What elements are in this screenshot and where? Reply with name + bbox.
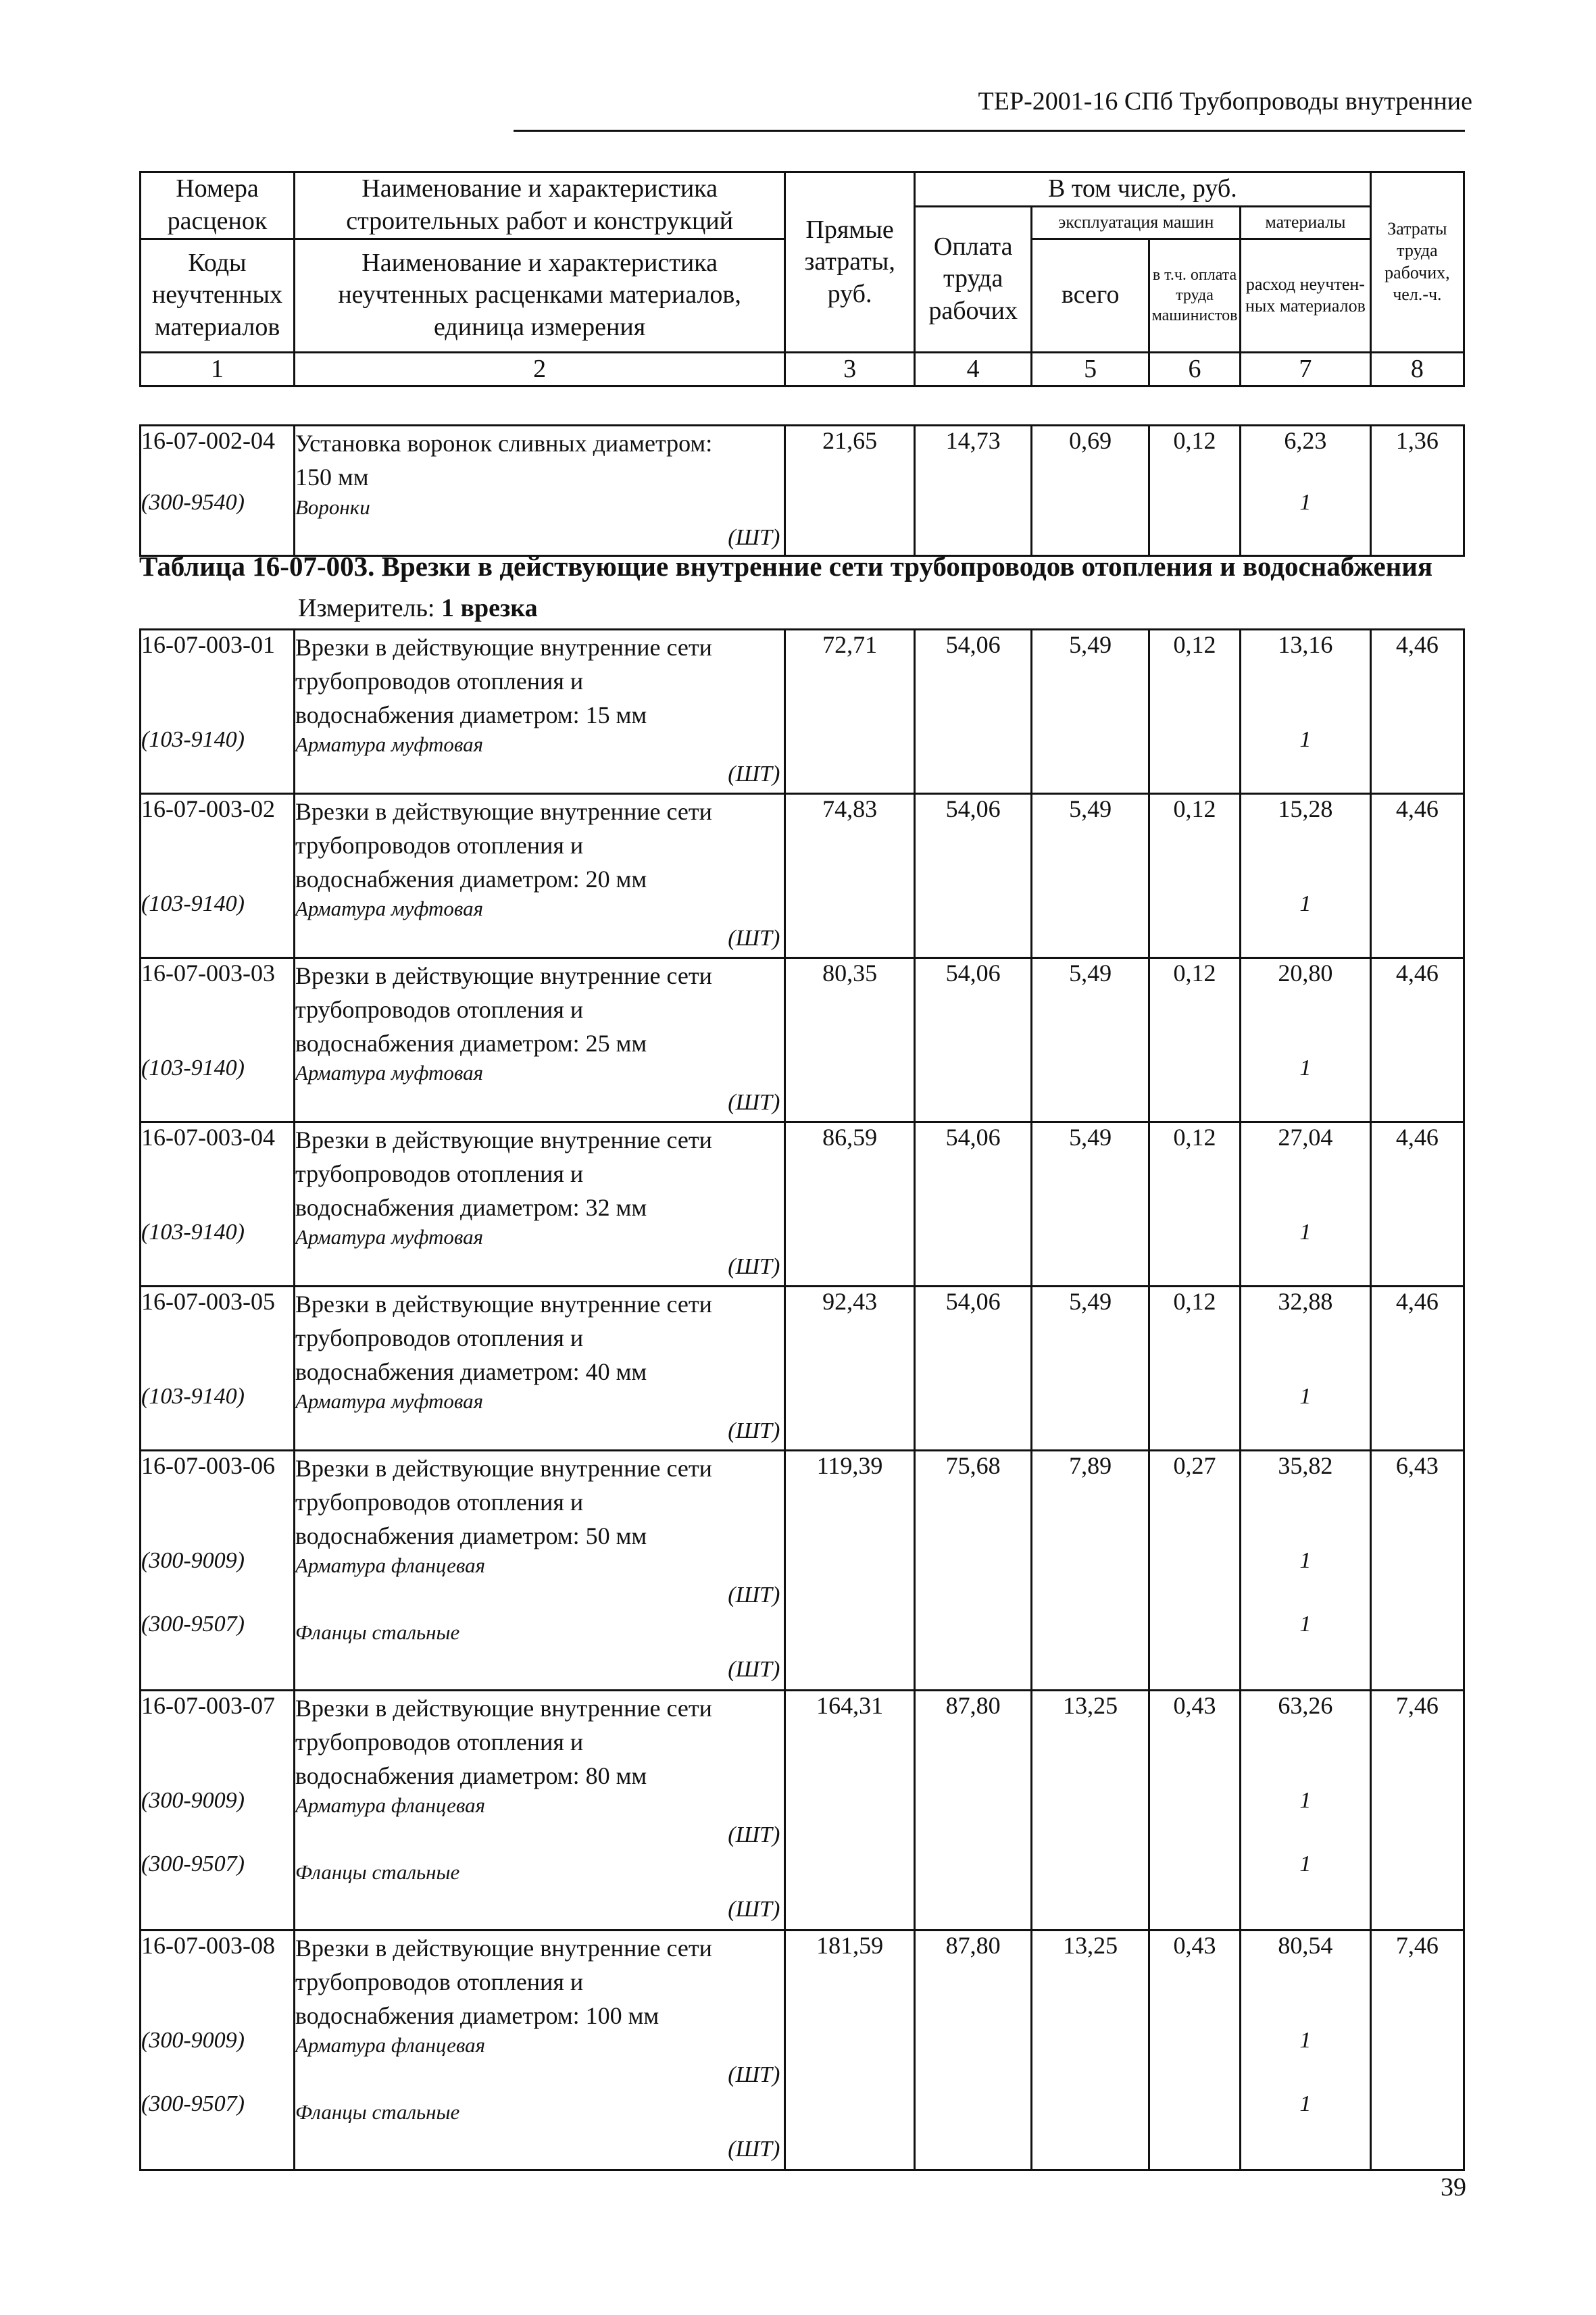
row-code: 16-07-003-03 [141,960,275,987]
materials-cell [1241,958,1371,1122]
machine-cost: 5,49 [1032,794,1149,958]
page-header: ТЕР-2001-16 СПб Трубопроводы внутренние [978,87,1472,116]
header-group: В том числе, руб. [914,172,1370,207]
machine-cost: 5,49 [1032,1122,1149,1287]
material-unit: (ШТ) [728,525,780,550]
direct-cost: 21,65 [785,426,915,556]
row-name-line: Врезки в действующие внутренние сети [295,1935,712,1962]
table-row [141,630,1464,794]
materials-cell [1241,426,1371,556]
row-code: 16-07-003-08 [141,1932,275,1959]
material-name: Фланцы стальные [295,1620,460,1644]
row-code-cell [141,630,295,794]
row-name-line: Врезки в действующие внутренние сети [295,1455,712,1482]
row-name-cell [294,958,784,1122]
row-code-cell [141,794,295,958]
material-unit: (ШТ) [728,1897,780,1922]
table-row [141,1122,1464,1287]
machine-cost: 5,49 [1032,630,1149,794]
machinist-labor-cost: 0,43 [1149,1931,1240,2170]
material-code: (300-9507) [141,1612,245,1637]
machine-cost: 13,25 [1032,1691,1149,1931]
header-number: 8 [1370,352,1464,387]
labor-cost: 54,06 [914,958,1032,1122]
header-col6: в т.ч. оплата труда машинистов [1149,239,1240,352]
materials-cell [1241,1287,1371,1451]
row-code: 16-07-003-05 [141,1288,275,1315]
row-code-cell [141,1691,295,1931]
row-code-cell [141,426,295,556]
material-code: (300-9507) [141,2091,245,2116]
material-code: (103-9140) [141,1055,245,1080]
header-number: 7 [1241,352,1371,387]
materials-cost: 27,04 [1278,1124,1333,1151]
material-name: Арматура муфтовая [295,897,484,920]
labor-cost: 75,68 [914,1451,1032,1691]
machinist-labor-cost: 0,43 [1149,1691,1240,1931]
row-name-line: Врезки в действующие внутренние сети [295,798,712,825]
labor-hours: 7,46 [1370,1691,1464,1931]
direct-cost: 164,31 [785,1691,915,1931]
table-row [141,426,1464,556]
header-machines: эксплуатация машин [1032,206,1241,239]
machine-cost: 5,49 [1032,958,1149,1122]
header-col8: Затраты труда рабочих, чел.-ч. [1370,172,1464,353]
header-table [139,171,1465,387]
labor-hours: 1,36 [1370,426,1464,556]
material-name: Воронки [295,495,370,519]
machine-cost: 0,69 [1032,426,1149,556]
materials-cell [1241,1122,1371,1287]
row-name-cell [294,1122,784,1287]
header-materials: материалы [1241,206,1371,239]
header-col2-top: Наименование и характеристика строительных работ и конструкций [294,172,784,239]
row-code: 16-07-003-01 [141,631,275,658]
labor-hours: 4,46 [1370,1122,1464,1287]
table-row [141,1691,1464,1931]
row-name-line: водоснабжения диаметром: 20 мм [295,866,647,893]
header-col1-bottom: Коды неучтенных материалов [141,239,295,352]
labor-cost: 54,06 [914,1287,1032,1451]
machinist-labor-cost: 0,12 [1149,1287,1240,1451]
row-name-line: водоснабжения диаметром: 80 мм [295,1762,647,1789]
material-code: (103-9140) [141,727,245,752]
material-name: Арматура фланцевая [295,2033,486,2057]
row-name-line: Установка воронок сливных диаметром: [295,430,713,457]
header-number: 6 [1149,352,1240,387]
materials-cost: 63,26 [1278,1692,1333,1719]
direct-cost: 181,59 [785,1931,915,2170]
main-table [139,628,1465,2171]
header-number: 3 [785,352,915,387]
material-qty: 1 [1299,490,1312,515]
header-col4: Оплата труда рабочих [914,206,1032,352]
direct-cost: 72,71 [785,630,915,794]
row-name-cell [294,630,784,794]
machine-cost: 7,89 [1032,1451,1149,1691]
row-code-cell [141,958,295,1122]
material-qty: 1 [1299,1851,1312,1876]
materials-cost: 80,54 [1278,1932,1333,1959]
materials-cell [1241,630,1371,794]
table-row [141,958,1464,1122]
direct-cost: 86,59 [785,1122,915,1287]
labor-cost: 14,73 [914,426,1032,556]
material-name: Арматура фланцевая [295,1553,486,1577]
material-name: Арматура муфтовая [295,1061,484,1085]
row-name-line: трубопроводов отопления и [295,1324,584,1351]
material-code: (300-9009) [141,2028,245,2053]
material-code: (103-9140) [141,891,245,916]
header-number: 2 [294,352,784,387]
row-name-line: водоснабжения диаметром: 15 мм [295,701,647,728]
machinist-labor-cost: 0,12 [1149,426,1240,556]
row-name-line: трубопроводов отопления и [295,996,584,1023]
row-name-line: трубопроводов отопления и [295,668,584,695]
material-unit: (ШТ) [728,926,780,951]
labor-hours: 4,46 [1370,958,1464,1122]
row-name-line: трубопроводов отопления и [295,832,584,859]
row-name-line: трубопроводов отопления и [295,1489,584,1516]
table-row [141,1931,1464,2170]
row-code: 16-07-002-04 [141,427,275,454]
material-qty: 1 [1299,1055,1312,1080]
material-unit: (ШТ) [728,1254,780,1279]
machinist-labor-cost: 0,12 [1149,1122,1240,1287]
header-col7: расход неучтен-ных материалов [1241,239,1371,352]
page-number: 39 [1441,2173,1466,2201]
material-qty: 1 [1299,1548,1312,1573]
material-unit: (ШТ) [728,1090,780,1115]
row-name-line: 150 мм [295,464,369,491]
header-number: 5 [1032,352,1149,387]
material-unit: (ШТ) [728,1822,780,1847]
row-code-cell [141,1451,295,1691]
labor-cost: 87,80 [914,1691,1032,1931]
materials-cost: 13,16 [1278,631,1333,658]
table-title: Таблица 16-07-003. Врезки в действующие внутренние сети трубопроводов отопления и водоснабжения [139,551,1433,582]
material-code: (103-9140) [141,1220,245,1245]
direct-cost: 119,39 [785,1451,915,1691]
material-unit: (ШТ) [728,2062,780,2087]
material-qty: 1 [1299,1612,1312,1637]
labor-hours: 4,46 [1370,630,1464,794]
material-unit: (ШТ) [728,1583,780,1608]
material-qty: 1 [1299,891,1312,916]
material-code: (300-9507) [141,1851,245,1876]
material-qty: 1 [1299,1220,1312,1245]
header-col3: Прямые затраты, руб. [785,172,915,353]
material-name: Арматура фланцевая [295,1793,486,1817]
row-name-line: трубопроводов отопления и [295,1728,584,1756]
row-name-cell [294,794,784,958]
header-col5: всего [1032,239,1149,352]
material-unit: (ШТ) [728,1418,780,1443]
material-qty: 1 [1299,1788,1312,1813]
machinist-labor-cost: 0,27 [1149,1451,1240,1691]
row-name-line: водоснабжения диаметром: 40 мм [295,1358,647,1385]
material-qty: 1 [1299,2028,1312,2053]
material-unit: (ШТ) [728,2137,780,2162]
row-code: 16-07-003-02 [141,795,275,822]
labor-cost: 54,06 [914,630,1032,794]
row-code: 16-07-003-06 [141,1452,275,1479]
labor-cost: 54,06 [914,1122,1032,1287]
material-qty: 1 [1299,727,1312,752]
machinist-labor-cost: 0,12 [1149,794,1240,958]
labor-cost: 54,06 [914,794,1032,958]
material-name: Арматура муфтовая [295,732,484,756]
material-name: Арматура муфтовая [295,1225,484,1249]
labor-hours: 4,46 [1370,794,1464,958]
material-name: Арматура муфтовая [295,1389,484,1413]
row-name-line: трубопроводов отопления и [295,1968,584,1995]
materials-cost: 35,82 [1278,1452,1333,1479]
material-name: Фланцы стальные [295,1860,460,1884]
row-name-line: водоснабжения диаметром: 25 мм [295,1030,647,1057]
materials-cost: 20,80 [1278,960,1333,987]
materials-cell [1241,794,1371,958]
measure-label: Измеритель: [298,594,435,622]
labor-cost: 87,80 [914,1931,1032,2170]
material-name: Фланцы стальные [295,2100,460,2124]
row-code-cell [141,1931,295,2170]
row-name-cell [294,1691,784,1931]
labor-hours: 6,43 [1370,1451,1464,1691]
row-name-cell [294,426,784,556]
table-row [141,794,1464,958]
materials-cost: 6,23 [1284,427,1327,454]
material-code: (300-9009) [141,1788,245,1813]
row-name-line: Врезки в действующие внутренние сети [295,1695,712,1722]
header-number: 4 [914,352,1032,387]
row-name-line: Врезки в действующие внутренние сети [295,1126,712,1153]
direct-cost: 80,35 [785,958,915,1122]
materials-cost: 32,88 [1278,1288,1333,1315]
row-code-cell [141,1287,295,1451]
row-code: 16-07-003-04 [141,1124,275,1151]
measure-line [298,593,538,623]
materials-cell [1241,1931,1371,2170]
material-qty: 1 [1299,2091,1312,2116]
material-unit: (ШТ) [728,1657,780,1682]
row-name-line: водоснабжения диаметром: 50 мм [295,1522,647,1549]
row-name-line: Врезки в действующие внутренние сети [295,962,712,989]
header-rule [514,130,1465,132]
row-name-cell [294,1931,784,2170]
prev-table [139,424,1465,557]
machine-cost: 13,25 [1032,1931,1149,2170]
row-name-line: водоснабжения диаметром: 32 мм [295,1194,647,1221]
row-name-line: водоснабжения диаметром: 100 мм [295,2002,659,2029]
table-row [141,1287,1464,1451]
row-name-line: трубопроводов отопления и [295,1160,584,1187]
material-unit: (ШТ) [728,762,780,787]
materials-cell [1241,1691,1371,1931]
table-row [141,1451,1464,1691]
direct-cost: 92,43 [785,1287,915,1451]
material-code: (300-9540) [141,490,245,515]
row-name-cell [294,1287,784,1451]
labor-hours: 4,46 [1370,1287,1464,1451]
material-code: (300-9009) [141,1548,245,1573]
materials-cost: 15,28 [1278,795,1333,822]
machine-cost: 5,49 [1032,1287,1149,1451]
row-name-line: Врезки в действующие внутренние сети [295,1291,712,1318]
machinist-labor-cost: 0,12 [1149,630,1240,794]
material-code: (103-9140) [141,1384,245,1409]
row-name-cell [294,1451,784,1691]
header-number: 1 [141,352,295,387]
direct-cost: 74,83 [785,794,915,958]
row-code: 16-07-003-07 [141,1692,275,1719]
machinist-labor-cost: 0,12 [1149,958,1240,1122]
labor-hours: 7,46 [1370,1931,1464,2170]
header-col2-bottom: Наименование и характеристика неучтенных расценками материалов, единица измерения [294,239,784,352]
measure-value: 1 врезка [441,594,538,622]
row-code-cell [141,1122,295,1287]
material-qty: 1 [1299,1384,1312,1409]
header-col1-top: Номера расценок [141,172,295,239]
materials-cell [1241,1451,1371,1691]
row-name-line: Врезки в действующие внутренние сети [295,634,712,661]
